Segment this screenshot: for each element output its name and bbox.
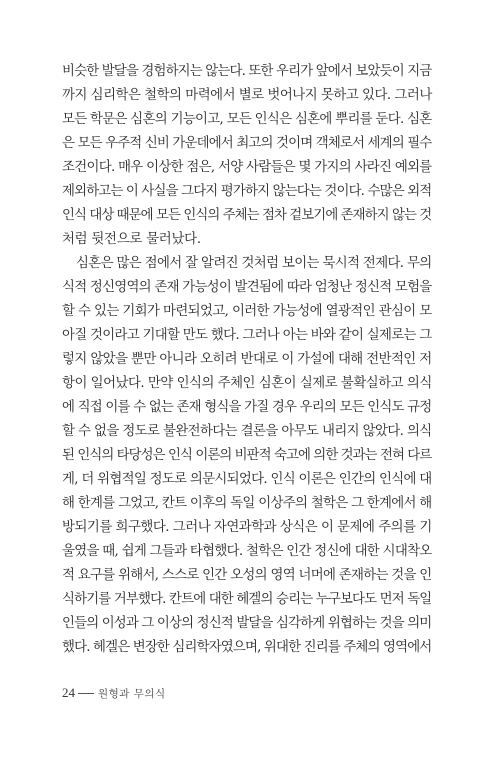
page-number: 24 [62,685,75,700]
text-line: 방되기를 희구했다. 그러나 자연과학과 상식은 이 문제에 주의를 기 [62,520,432,535]
text-line: 조건이다. 매우 이상한 점은, 서양 사람들은 몇 가지의 사라진 예외를 [62,160,432,175]
text-line: 렇지 않았을 뿐만 아니라 오히려 반대로 이 가설에 대해 전반적인 저 [62,352,432,367]
text-line: 할 수 없을 정도로 불완전하다는 결론을 아무도 내리지 않았다. 의식 [62,424,432,439]
text-line: 모든 학문은 심혼의 기능이고, 모든 인식은 심혼에 뿌리를 둔다. 심혼 [62,112,432,127]
text-line: 된 인식의 타당성은 인식 이론의 비판적 숙고에 의한 것과는 전혀 다르 [62,448,432,463]
text-line: 할 수 있는 기회가 마련되었고, 이러한 가능성에 열광적인 관심이 모 [62,304,432,319]
footer-dash [78,693,94,694]
text-line: 비슷한 발달을 경험하지는 않는다. 또한 우리가 앞에서 보았듯이 지금 [62,64,432,79]
paragraph-start-line: 심혼은 많은 점에서 잘 알려진 것처럼 보이는 묵시적 전제다. 무의 [76,256,432,271]
text-line: 울였을 때, 쉽게 그들과 타협했다. 철학은 인간 정신에 대한 시대착오 [62,544,432,559]
text-line: 식하기를 거부했다. 칸트에 대한 헤겔의 승리는 누구보다도 먼저 독일 [62,592,432,607]
text-line: 인식 대상 때문에 모든 인식의 주체는 점차 겉보기에 존재하지 않는 것 [62,208,432,223]
text-line: 제외하고는 이 사실을 그다지 평가하지 않는다는 것이다. 수많은 외적 [62,184,432,199]
text-line: 게, 더 위협적일 정도로 의문시되었다. 인식 이론은 인간의 인식에 대 [62,472,432,487]
text-line: 까지 심리학은 철학의 마력에서 별로 벗어나지 못하고 있다. 그러나 [62,88,432,103]
text-line: 에 직접 이를 수 없는 존재 형식을 가질 경우 우리의 모든 인식도 규정 [62,400,432,415]
text-line: 했다. 헤겔은 변장한 심리학자였으며, 위대한 진리를 주체의 영역에서 [62,640,432,655]
text-line: 아질 것이라고 기대할 만도 했다. 그러나 아는 바와 같이 실제로는 그 [62,328,432,343]
text-line: 항이 일어났다. 만약 인식의 주체인 심혼이 실제로 불확실하고 의식 [62,376,432,391]
text-line: 해 한계를 그었고, 칸트 이후의 독일 이상주의 철학은 그 한계에서 해 [62,496,432,511]
text-line: 처럼 뒷전으로 물러났다. [62,232,201,247]
running-title: 원형과 무의식 [98,687,166,700]
text-line: 인들의 이성과 그 이상의 정신적 발달을 심각하게 위협하는 것을 의미 [62,616,432,631]
text-line: 적 요구를 위해서, 스스로 인간 오성의 영역 너머에 존재하는 것을 인 [62,568,432,583]
text-line: 은 모든 우주적 신비 가운데에서 최고의 것이며 객체로서 세계의 필수 [62,136,432,151]
text-line: 식적 정신영역의 존재 가능성이 발견됨에 따라 엄청난 정신적 모험을 [62,280,432,295]
page-footer [62,684,166,702]
